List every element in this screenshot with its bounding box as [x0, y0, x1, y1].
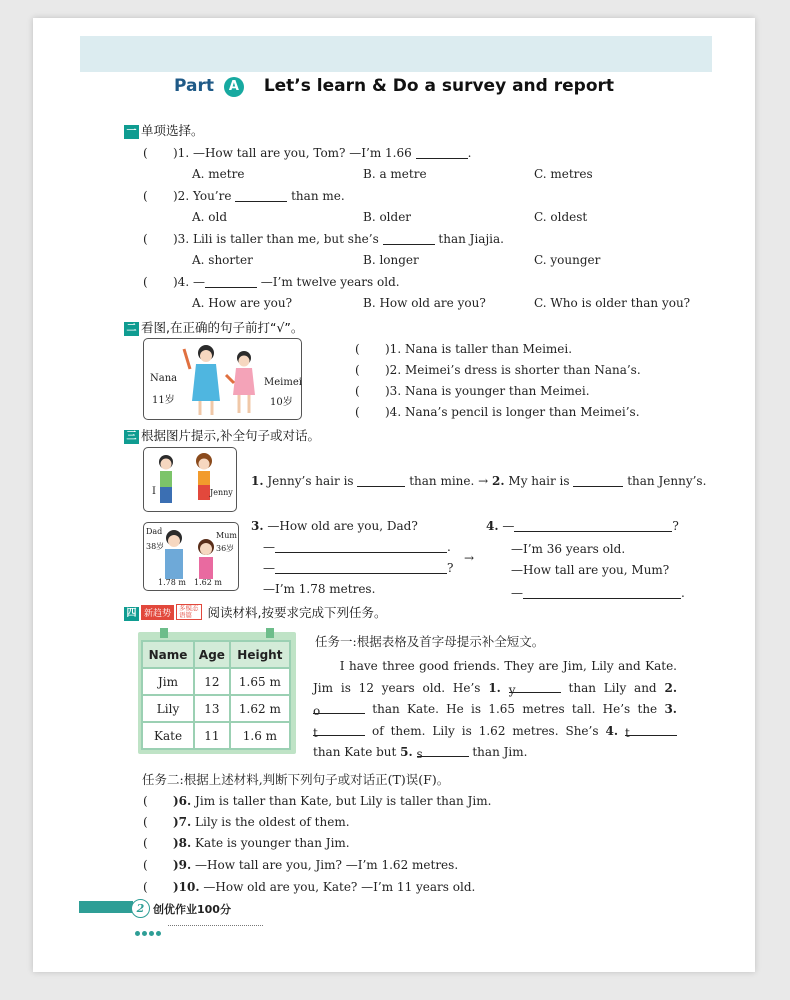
section-title: 看图,在正确的句子前打“√”。	[141, 320, 304, 335]
tf-item-9	[143, 858, 458, 872]
dash: —	[502, 519, 515, 533]
dad-height: 1.78 m	[158, 578, 186, 587]
item-text: —How tall are you, Jim? —I’m 1.62 metres.	[195, 858, 459, 872]
answer-blank[interactable]	[357, 474, 405, 487]
table-row	[142, 695, 290, 722]
option-c: C. oldest	[534, 210, 588, 224]
item-text: Nana is taller than Meimei.	[404, 342, 573, 356]
answer-blank[interactable]	[275, 540, 447, 553]
option-a: A. metre	[192, 167, 245, 181]
tag-line: 多模态	[179, 604, 199, 612]
jenny-illustration	[143, 447, 237, 512]
item-number: )1.	[385, 342, 402, 356]
paren: (	[143, 189, 148, 203]
answer-blank[interactable]	[383, 232, 435, 245]
item-text: My hair is	[508, 474, 570, 488]
item-text: Nana’s pencil is longer than Meimei’s.	[404, 405, 640, 419]
dash: —	[511, 586, 523, 600]
blank-number: 3.	[664, 702, 677, 716]
dialogue-4-line-1	[486, 519, 679, 533]
option-c: C. Who is older than you?	[534, 296, 691, 310]
question-3	[143, 232, 504, 246]
dash: —	[263, 561, 275, 575]
q-text: You’re	[192, 189, 232, 203]
section-1-heading	[124, 121, 204, 139]
paren: (	[143, 815, 148, 829]
i-label: I	[152, 486, 156, 497]
item-text: Kate is younger than Jim.	[195, 836, 350, 850]
table-board	[138, 632, 296, 754]
dialogue-3-line-1	[251, 519, 418, 533]
mum-height: 1.62 m	[194, 578, 222, 587]
q-text: —How tall are you, Tom? —I’m 1.66	[192, 146, 412, 160]
page-number: 2	[131, 899, 150, 918]
q-text: —	[192, 275, 205, 289]
item-number: )3.	[385, 384, 402, 398]
paren: (	[143, 275, 148, 289]
multimodal-tag	[176, 604, 202, 620]
task-1-heading: 任务一:根据表格及首字母提示补全短文。	[315, 634, 545, 649]
item-number: 2.	[492, 474, 505, 488]
answer-blank[interactable]	[416, 146, 468, 159]
option-c: C. younger	[534, 253, 601, 267]
paren: (	[355, 363, 360, 377]
paren: (	[355, 384, 360, 398]
paren: (	[143, 880, 148, 894]
tf-item-6	[143, 794, 491, 808]
q-end: than me.	[291, 189, 345, 203]
part-letter-badge: A	[224, 77, 244, 97]
item-number: )8.	[173, 836, 192, 850]
section-4-heading	[124, 603, 387, 621]
question-4	[143, 275, 400, 289]
pin-left	[160, 628, 168, 638]
header-height: Height	[230, 641, 290, 668]
tag-line: 语篇	[179, 611, 193, 619]
option-b: B. How old are you?	[363, 296, 486, 310]
punct: .	[681, 586, 685, 600]
answer-blank[interactable]	[508, 680, 561, 697]
tf-item-10	[143, 880, 475, 894]
task-2-heading: 任务二:根据上述材料,判断下列句子或对话正(T)误(F)。	[142, 772, 450, 787]
question-2	[143, 189, 345, 203]
paren: (	[355, 342, 360, 356]
header-age: Age	[194, 641, 230, 668]
answer-blank[interactable]	[235, 189, 287, 202]
dad-age: 38岁	[146, 542, 165, 551]
reading-passage	[313, 656, 677, 764]
item-number: )7.	[173, 815, 192, 829]
item-text-end: than Jenny’s.	[627, 474, 707, 488]
dad-mum-illustration	[143, 522, 239, 591]
judge-item-4	[355, 405, 640, 419]
item-text: Nana is younger than Meimei.	[404, 384, 590, 398]
table-row	[142, 668, 290, 695]
tf-item-7	[143, 815, 350, 829]
q-text: Lili is taller than me, but she’s	[192, 232, 379, 246]
cell: Jim	[142, 668, 194, 695]
passage-text: than Kate but	[313, 745, 397, 759]
fill-item-1	[251, 474, 706, 488]
item-text: Jim is taller than Kate, but Lily is taller than Jim.	[195, 794, 492, 808]
q-end: .	[467, 146, 472, 160]
section-number: 一	[124, 125, 139, 139]
tf-item-8	[143, 836, 350, 850]
footer-dots	[135, 921, 163, 940]
header-banner	[80, 36, 712, 72]
q-number: )3.	[173, 232, 190, 246]
part-label: Part	[173, 76, 214, 96]
section-number: 三	[124, 430, 139, 444]
question-1	[143, 146, 471, 160]
judge-item-3	[355, 384, 590, 398]
mum-age: 36岁	[216, 544, 235, 553]
section-number: 二	[124, 322, 139, 336]
q-end: than Jiajia.	[438, 232, 504, 246]
paren: (	[143, 232, 148, 246]
pin-right	[266, 628, 274, 638]
book-title: 创优作业100分	[153, 903, 231, 916]
option-a: A. How are you?	[192, 296, 293, 310]
item-number: )4.	[385, 405, 402, 419]
dialogue-3-line-2	[263, 540, 451, 554]
passage-text: than Kate. He is 1.65 metres tall. He’s the	[372, 702, 658, 716]
hint-letter: y	[508, 682, 516, 697]
passage-text: I have three good friends. They are Jim, Lily and Kate. Jim is 12 years old. He’s	[313, 659, 677, 695]
item-number: 3.	[251, 519, 264, 533]
jenny-label: Jenny	[210, 488, 233, 497]
hint-letter: t	[313, 725, 318, 740]
answer-blank[interactable]	[205, 275, 257, 288]
cell: 13	[194, 695, 230, 722]
hint-letter: t	[624, 725, 630, 740]
cell: 1.6 m	[230, 722, 290, 749]
arrow: →	[478, 474, 489, 488]
dialogue-4-line-2: —I’m 36 years old.	[511, 542, 626, 556]
paren: (	[143, 836, 148, 850]
option-b: B. longer	[363, 253, 419, 267]
answer-blank[interactable]	[624, 723, 677, 740]
passage-text: than Jim.	[472, 745, 528, 759]
item-text: Meimei’s dress is shorter than Nana’s.	[404, 363, 641, 377]
judge-item-1	[355, 342, 572, 356]
item-text: —How old are you, Dad?	[267, 519, 418, 533]
item-text: —How old are you, Kate? —I’m 11 years old.	[203, 880, 476, 894]
paren: (	[143, 146, 148, 160]
cell: 12	[194, 668, 230, 695]
item-number: 4.	[486, 519, 499, 533]
paren: (	[143, 794, 148, 808]
cell: 1.65 m	[230, 668, 290, 695]
q-end: —I’m twelve years old.	[260, 275, 400, 289]
cell: 11	[194, 722, 230, 749]
dialogue-4-line-3: —How tall are you, Mum?	[511, 563, 670, 577]
answer-blank[interactable]	[523, 586, 681, 599]
table-header-row	[142, 641, 290, 668]
meimei-age: 10岁	[270, 397, 293, 408]
q-number: )4.	[173, 275, 190, 289]
q-number: )2.	[173, 189, 190, 203]
header-name: Name	[142, 641, 194, 668]
item-number: )10.	[173, 880, 200, 894]
punct: .	[447, 540, 451, 554]
title-text: Let’s learn & Do a survey and report	[263, 76, 615, 96]
answer-blank[interactable]	[275, 561, 447, 574]
blank-number: 2.	[664, 680, 677, 695]
dialogue-3-line-4: —I’m 1.78 metres.	[263, 582, 376, 596]
nana-label: Nana	[150, 373, 178, 384]
option-b: B. older	[363, 210, 412, 224]
hint-letter: o	[313, 704, 321, 718]
option-c: C. metres	[534, 167, 593, 181]
meimei-label: Meimei	[264, 377, 302, 388]
page-title	[33, 76, 755, 97]
blank-number: 5.	[400, 745, 413, 759]
cell: Lily	[142, 695, 194, 722]
item-number: )9.	[173, 858, 192, 872]
cell: 1.62 m	[230, 695, 290, 722]
section-number: 四	[124, 607, 139, 621]
nana-age: 11岁	[152, 395, 175, 406]
item-text-end: than mine.	[409, 474, 475, 488]
dialogue-3-line-3	[263, 561, 453, 575]
mum-label: Mum	[216, 531, 237, 540]
answer-blank[interactable]	[573, 474, 623, 487]
table-row	[142, 722, 290, 749]
item-number: 1.	[251, 474, 264, 488]
passage-text: than Lily and	[568, 680, 657, 695]
hint-letter: s	[416, 747, 423, 761]
item-text: Lily is the oldest of them.	[195, 815, 350, 829]
item-number: )6.	[173, 794, 192, 808]
paren: (	[143, 858, 148, 872]
passage-text: of them. Lily is 1.62 metres. She’s	[371, 723, 599, 738]
punct: ?	[672, 519, 679, 533]
section-3-heading	[124, 426, 320, 444]
section-title: 单项选择。	[141, 123, 204, 138]
answer-blank[interactable]	[514, 519, 672, 532]
dash: —	[263, 540, 275, 554]
section-title: 阅读材料,按要求完成下列任务。	[207, 605, 387, 620]
option-b: B. a metre	[363, 167, 427, 181]
section-title: 根据图片提示,补全句子或对话。	[141, 428, 320, 443]
friends-table	[141, 640, 291, 750]
judge-item-2	[355, 363, 641, 377]
item-number: )2.	[385, 363, 402, 377]
footer-dotted-line	[168, 925, 263, 926]
answer-blank[interactable]	[416, 744, 469, 761]
q-number: )1.	[173, 146, 190, 160]
blank-number: 1.	[488, 680, 501, 695]
footer-bar	[79, 901, 133, 913]
answer-blank[interactable]	[313, 723, 365, 740]
answer-blank[interactable]	[313, 701, 365, 718]
new-trend-tag: 新趋势	[141, 605, 174, 620]
option-a: A. old	[192, 210, 228, 224]
page	[33, 18, 755, 972]
kids-drawing	[144, 448, 236, 511]
blank-number: 4.	[605, 723, 619, 738]
paren: (	[355, 405, 360, 419]
cell: Kate	[142, 722, 194, 749]
option-a: A. shorter	[192, 253, 253, 267]
dad-label: Dad	[146, 527, 163, 536]
item-text: Jenny’s hair is	[267, 474, 354, 488]
nana-meimei-illustration	[143, 338, 302, 420]
punct: ?	[447, 561, 454, 575]
dialogue-4-line-4	[511, 586, 685, 600]
section-2-heading	[124, 318, 303, 336]
arrow: →	[464, 551, 475, 565]
